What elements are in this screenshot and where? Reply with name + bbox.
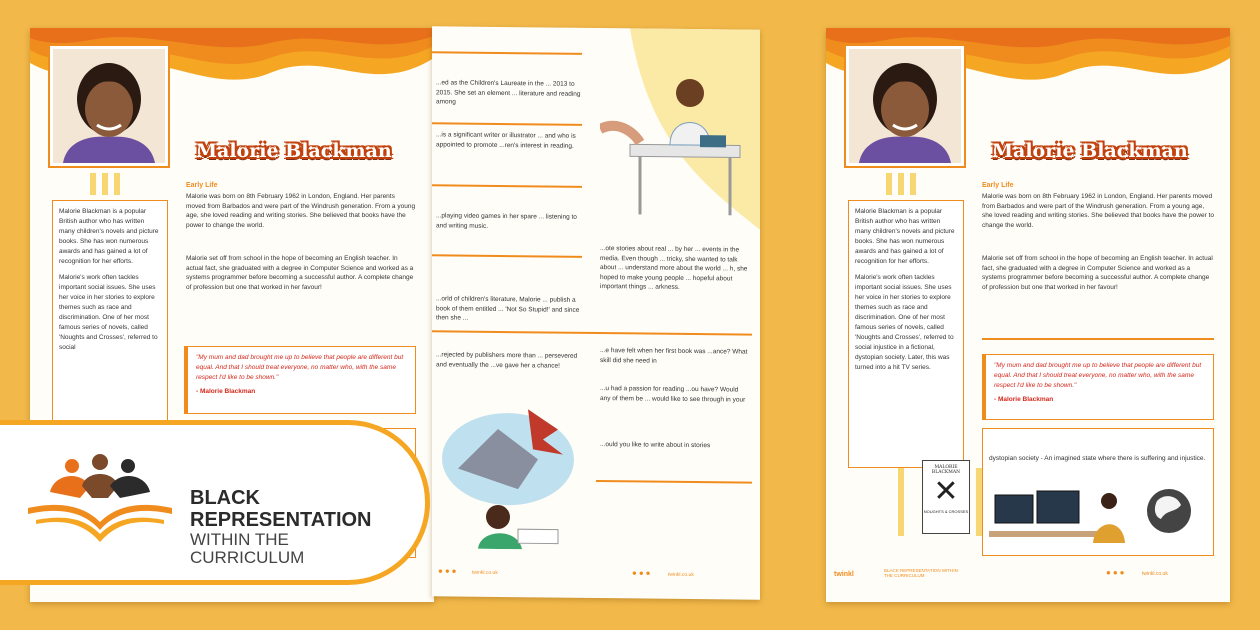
banner-line-3: WITHIN THE [190, 530, 289, 549]
footer-site: twinkl.co.uk [668, 571, 694, 579]
glossary-text: dystopian society - An imagined state where there is suffering and injustice. [989, 455, 1206, 462]
text-block: ...ote stories about real ... by her ... events in the media. Even though ... tricky, she wanted to talk about ... understand more about the world ... h, she hoped to make young people ... hopeful about important things ... arkness. [600, 245, 748, 291]
early-life-paragraph-1: Malorie was born on 8th February 1962 in London, England. Her parents moved from Barbados and were part of the Windrush generation. From a young age, she loved reading and writing stories. She believed that books have the power to change the world. [186, 193, 416, 229]
text-block: ...e have felt when her first book was ...ance? What skill did she need in [600, 347, 748, 365]
text-block: ...orld of children's literature, Malorie ... publish a book of them entitled ... 'Not So Stupid!' and since then she ... [436, 295, 580, 322]
banner-line-1: BLACK [190, 487, 260, 509]
decor-stripe [910, 173, 916, 195]
dragon-book-illustration [438, 398, 578, 549]
text-block: ...rejected by publishers more than ... persevered and eventually the ...ve gave her a chance! [436, 351, 578, 370]
quote-text: "My mum and dad brought me up to believe that people are different but equal. And that I should treat everyone, no matter who, with the same respect I'd like to be shown." [196, 354, 404, 381]
footer-site: twinkl.co.uk [472, 569, 498, 576]
worksheet-page-3 [826, 28, 1230, 602]
banner-line-2: REPRESENTATION [190, 509, 372, 531]
banner-title [190, 487, 372, 567]
divider-line [982, 338, 1214, 340]
book-cross-icon: ✕ [933, 475, 959, 508]
sidebar-paragraph-1: Malorie Blackman is a popular British author who has written many children's novels and picture books. She has won numerous awards and has gained a lot of recognition for her efforts. [855, 208, 955, 265]
divider-line [432, 122, 582, 125]
author-portrait [846, 46, 964, 166]
text-block: ...ould you like to write about in stories [600, 441, 711, 450]
quote-author: - Malorie Blackman [196, 388, 256, 395]
page-title: Malorie Blackman [992, 140, 1188, 162]
decor-stripe [898, 173, 904, 195]
page-title: Malorie Blackman [196, 140, 392, 162]
quote-box [184, 346, 416, 414]
open-book-people-logo [24, 452, 176, 544]
quote-author: - Malorie Blackman [994, 396, 1054, 403]
book-cover [922, 460, 970, 534]
decor-stripe [102, 173, 108, 195]
sidebar-paragraph-2: Malorie's work often tackles important social issues. She uses her voice in her stories to explore themes such as race and discrimination. One of her most famous series of novels, called 'Noughts and Crosses', referred to social [59, 274, 158, 351]
footer-dots: ●●● [438, 566, 459, 576]
book-title: NOUGHTS & CROSSES [923, 509, 969, 514]
decor-stripe [90, 173, 96, 195]
text-block: ...is a significant writer or illustrator ... and who is appointed to promote ...ren's interest in reading. [436, 131, 576, 150]
student-writing-illustration [600, 64, 750, 216]
footer-dots: ●●● [1106, 568, 1127, 577]
text-block: ...playing video games in her spare ... listening to and writing music. [436, 212, 577, 230]
section-heading-early-life: Early Life [186, 182, 218, 189]
decor-stripe [114, 173, 120, 195]
footer-brand: twinkl [834, 571, 854, 578]
sidebar-paragraph-1: Malorie Blackman is a popular British author who has written many children's novels and picture books. She has won numerous awards and has gained a lot of recognition for her efforts. [59, 208, 159, 265]
early-life-paragraph-2: Malorie set off from school in the hope of becoming an English teacher. In actual fact, she graduated with a degree in Computer Science and worked as a systems programmer before becoming a successful author. A complete change of profession but one that worked in her favour! [982, 255, 1213, 291]
divider-line [432, 254, 582, 257]
decor-stripe [898, 468, 904, 536]
text-block: ...u had a passion for reading ...ou have? Would any of them be ... would like to see through in your [600, 385, 746, 404]
early-life-paragraph-1: Malorie was born on 8th February 1962 in London, England. Her parents moved from Barbados and were part of the Windrush generation. From a young age, she loved reading and writing stories. She believed that books have the power to change the world. [982, 193, 1214, 229]
glossary-box [982, 428, 1214, 556]
worksheet-page-2 [432, 26, 760, 599]
banner-line-4: CURRICULUM [190, 548, 305, 567]
quote-box [982, 354, 1214, 420]
quote-text: "My mum and dad brought me up to believe that people are different but equal. And that I should treat everyone, no matter who, with the same respect I'd like to be shown." [994, 362, 1202, 389]
early-life-paragraph-2: Malorie set off from school in the hope of becoming an English teacher. In actual fact, she graduated with a degree in Computer Science and worked as a systems programmer before becoming a successful author. A complete change of profession but one that worked in her favour! [186, 255, 414, 291]
divider-line [432, 330, 752, 335]
footer-text: BLACK REPRESENTATION WITHIN THE CURRICULUM [884, 568, 958, 578]
decor-stripe [886, 173, 892, 195]
author-sidebar [848, 200, 964, 468]
divider-line [432, 184, 582, 187]
author-portrait [50, 46, 168, 166]
divider-line [432, 51, 582, 54]
footer-dots: ●●● [632, 568, 653, 578]
text-block: ...ed as the Children's Laureate in the ... 2013 to 2015. She set an element ... literature and reading among [436, 79, 581, 106]
section-heading-early-life: Early Life [982, 182, 1014, 189]
book-author: MALORIE BLACKMAN [931, 465, 961, 475]
footer-site: twinkl.co.uk [1142, 571, 1168, 577]
computer-world-illustration [989, 483, 1209, 553]
divider-line [596, 480, 752, 483]
sidebar-paragraph-2: Malorie's work often tackles important social issues. She uses her voice in her stories to explore themes such as race and discrimination. One of her most famous series of novels, called 'Noughts and Crosses', referred to social injustice in a fictional, dystopian society. Later, this was turned into a hit TV series. [855, 274, 954, 371]
